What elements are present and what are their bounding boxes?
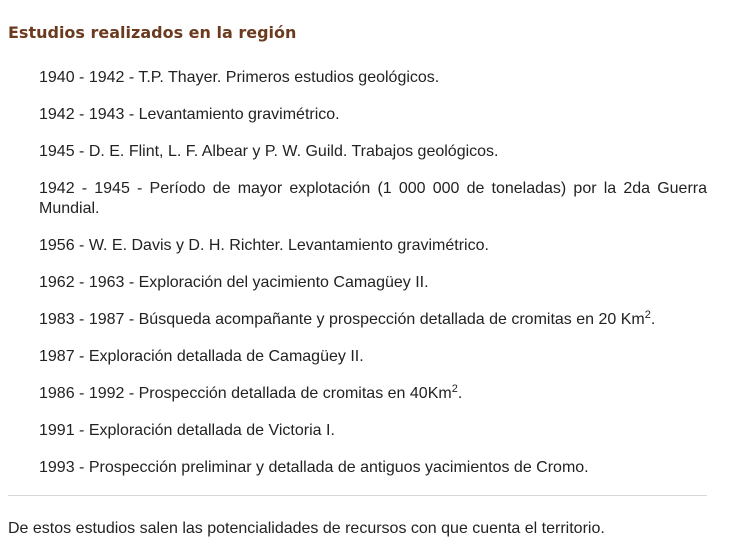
list-item: 1991 - Exploración detallada de Victoria I. bbox=[39, 422, 335, 439]
superscript: 2 bbox=[451, 383, 458, 395]
list-item: 1993 - Prospección preliminar y detallada de antiguos yacimientos de Cromo. bbox=[39, 459, 589, 476]
list-item: 1942 - 1945 - Período de mayor explotación (1 000 000 de toneladas) por la 2da Guerra Mundial. bbox=[39, 180, 707, 217]
list-item: 1987 - Exploración detallada de Camagüey II. bbox=[39, 348, 364, 365]
list-item: 1983 - 1987 - Búsqueda acompañante y prospección detallada de cromitas en 20 Km$^2$. bbox=[39, 309, 656, 328]
list-item: 1956 - W. E. Davis y D. H. Richter. Levantamiento gravimétrico. bbox=[39, 237, 489, 254]
list-item: 1945 - D. E. Flint, L. F. Albear y P. W. Guild. Trabajos geológicos. bbox=[39, 143, 499, 160]
divider bbox=[8, 495, 707, 496]
footer-text: De estos estudios salen las potencialidades de recursos con que cuenta el territorio. bbox=[8, 520, 605, 537]
superscript: 2 bbox=[644, 309, 651, 321]
list-item: 1986 - 1992 - Prospección detallada de cromitas en 40Km$^2$. bbox=[39, 383, 463, 402]
section-heading: Estudios realizados en la región bbox=[8, 23, 297, 42]
list-item: 1962 - 1963 - Exploración del yacimiento Camagüey II. bbox=[39, 274, 429, 291]
studies-list bbox=[39, 68, 707, 495]
list-item: 1940 - 1942 - T.P. Thayer. Primeros estudios geológicos. bbox=[39, 69, 440, 86]
list-item: 1942 - 1943 - Levantamiento gravimétrico. bbox=[39, 106, 340, 123]
